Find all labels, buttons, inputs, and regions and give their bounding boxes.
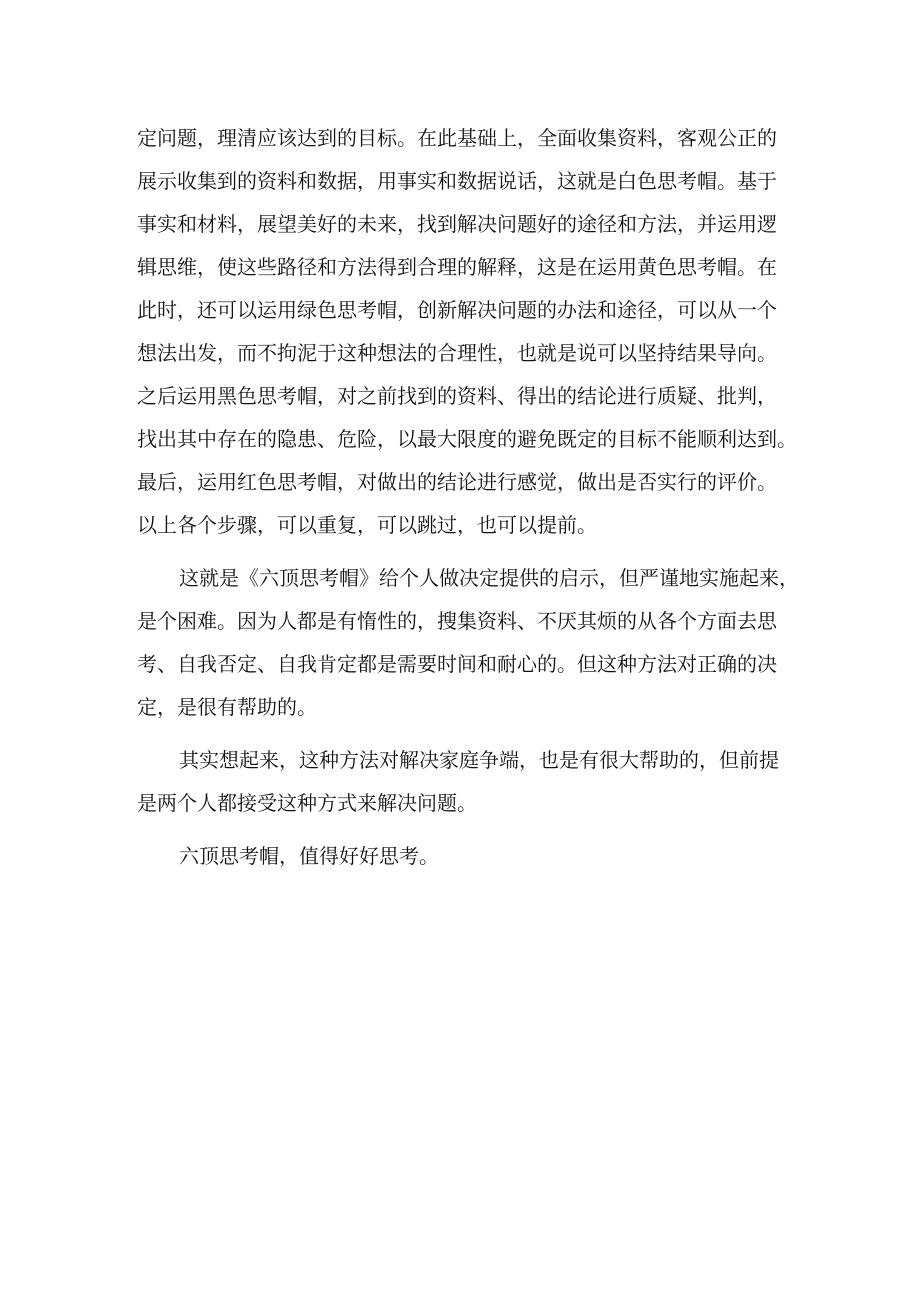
text-line: 是两个人都接受这种方式来解决问题。	[137, 791, 477, 815]
text-line: 找出其中存在的隐患、危险，以最大限度的避免既定的目标不能顺利达到。	[137, 427, 797, 451]
text-line: 辑思维，使这些路径和方法得到合理的解释，这是在运用黄色思考帽。在	[137, 255, 777, 279]
text-line: 定问题，理清应该达到的目标。在此基础上，全面收集资料，客观公正的	[137, 126, 777, 150]
text-line: 考、自我否定、自我肯定都是需要时间和耐心的。但这种方法对正确的决	[137, 652, 777, 676]
paragraph	[137, 557, 817, 729]
text-line: 以上各个步骤，可以重复，可以跳过，也可以提前。	[137, 513, 597, 537]
text-line: 最后，运用红色思考帽，对做出的结论进行感觉，做出是否实行的评价。	[137, 470, 777, 494]
text-line: 事实和材料，展望美好的未来，找到解决问题好的途径和方法，并运用逻	[137, 212, 777, 236]
text-line: 这就是《六顶思考帽》给个人做决定提供的启示，但严谨地实施起来，	[179, 566, 799, 590]
paragraph	[137, 739, 817, 825]
text-line: 定，是很有帮助的。	[137, 695, 317, 719]
paragraph-spacer	[137, 825, 817, 835]
paragraph	[137, 117, 817, 547]
text-line: 之后运用黑色思考帽，对之前找到的资料、得出的结论进行质疑、批判，	[137, 384, 777, 408]
text-line: 此时，还可以运用绿色思考帽，创新解决问题的办法和途径，可以从一个	[137, 298, 777, 322]
text-line: 想法出发，而不拘泥于这种想法的合理性，也就是说可以坚持结果导向。	[137, 341, 777, 365]
text-line: 展示收集到的资料和数据，用事实和数据说话，这就是白色思考帽。基于	[137, 169, 777, 193]
text-line: 其实想起来，这种方法对解决家庭争端，也是有很大帮助的，但前提	[179, 748, 779, 772]
paragraph-spacer	[137, 547, 817, 557]
text-line: 是个困难。因为人都是有惰性的，搜集资料、不厌其烦的从各个方面去思	[137, 609, 777, 633]
text-line: 六顶思考帽，值得好好思考。	[179, 844, 439, 868]
document-body	[137, 117, 817, 878]
paragraph-spacer	[137, 729, 817, 739]
paragraph	[137, 835, 817, 878]
